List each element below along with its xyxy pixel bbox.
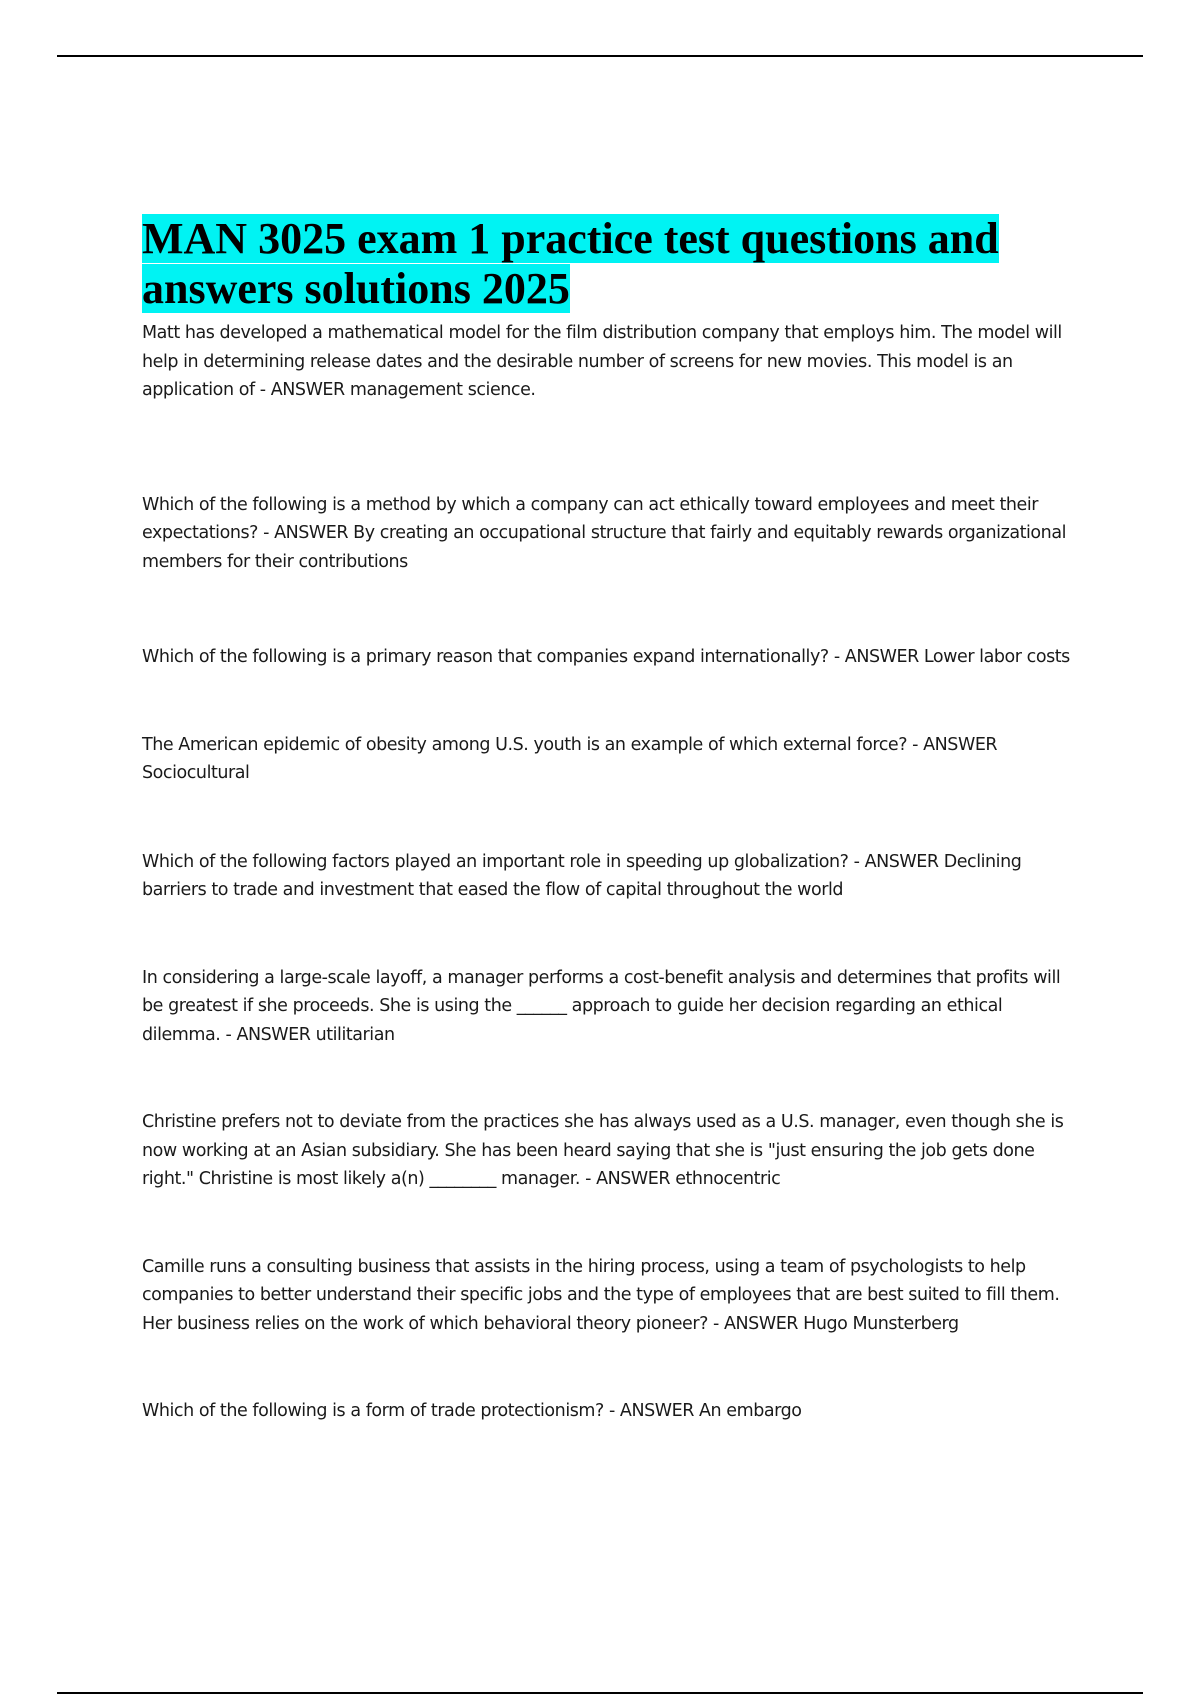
qa-text: Which of the following is a method by which a company can act ethically toward employees and meet their expectations? - ANSWER By creating an occupational structure that fairly and equitably rewards organizational members for their contributions	[142, 494, 1067, 572]
document-title	[142, 214, 1072, 314]
title-highlight: MAN 3025 exam 1 practice test questions and answers solutions 2025	[142, 214, 999, 313]
qa-text: The American epidemic of obesity among U.S. youth is an example of which external force? - ANSWER Sociocultural	[142, 734, 998, 783]
qa-text: Christine prefers not to deviate from the practices she has always used as a U.S. manager, even though she is now working at an Asian subsidiary. She has been heard saying that she is "just ensuring the job gets done right." Christine is most likely a(n) ________ manager. - ANSWER ethnocentric	[142, 1112, 1064, 1189]
qa-item	[142, 491, 1072, 577]
qa-item	[142, 1253, 1072, 1339]
qa-item	[142, 964, 1072, 1050]
qa-text: Which of the following is a primary reason that companies expand internationally? - ANSWER Lower labor costs	[142, 647, 1070, 667]
qa-item	[142, 643, 1072, 672]
qa-list	[142, 319, 1072, 1426]
qa-item	[142, 1108, 1072, 1194]
qa-item	[142, 731, 1072, 788]
qa-text: Camille runs a consulting business that assists in the hiring process, using a team of psychologists to help companies to better understand their specific jobs and the type of employees that are best suited to fill them. Her business relies on the work of which behavioral theory pioneer? - ANSWER Hugo Munsterberg	[142, 1256, 1060, 1334]
qa-text: Which of the following is a form of trade protectionism? - ANSWER An embargo	[142, 1401, 802, 1421]
qa-text: Which of the following factors played an important role in speeding up globalization? - ANSWER Declining barriers to trade and investment that eased the flow of capital throughout the world	[142, 851, 1022, 900]
qa-item	[142, 848, 1072, 905]
qa-text: Matt has developed a mathematical model for the film distribution company that employs him. The model will help in determining release dates and the desirable number of screens for new movies. This model is an application of - ANSWER management science.	[142, 323, 1062, 400]
document-content	[142, 214, 1072, 1426]
bottom-rule	[57, 1692, 1143, 1694]
top-rule	[57, 55, 1143, 57]
qa-text: In considering a large-scale layoff, a manager performs a cost-benefit analysis and determines that profits will be greatest if she proceeds. She is using the ______ approach to guide her decision regarding an ethical dilemma. - ANSWER utilitarian	[142, 967, 1061, 1045]
qa-item	[142, 319, 1072, 405]
qa-item	[142, 1397, 1072, 1426]
